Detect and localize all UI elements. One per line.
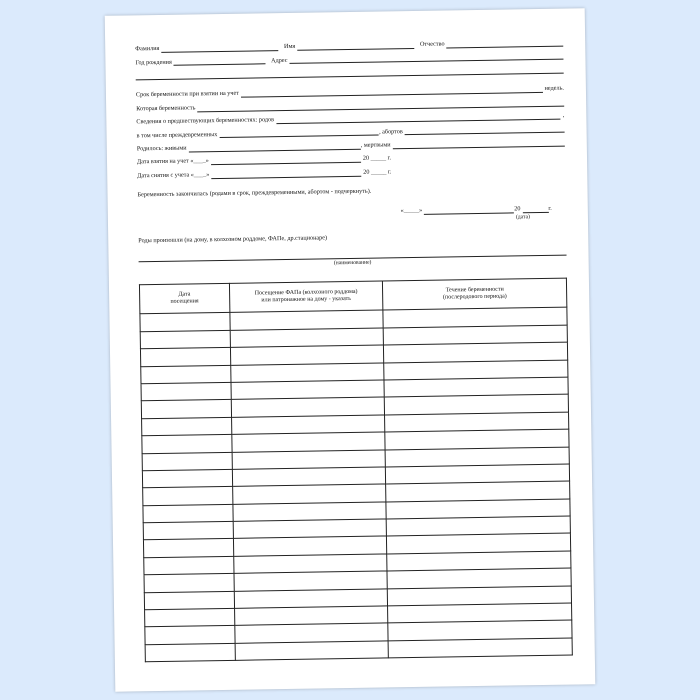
input-date-month[interactable] — [424, 205, 514, 214]
input-which-pregnancy[interactable] — [197, 98, 564, 112]
visits-col-visit-type-line2: или патронажное на дому - указать — [261, 296, 352, 304]
input-previous-births[interactable] — [276, 112, 561, 124]
field-row-fio — [135, 39, 563, 54]
label-born-alive: Родилось: живыми — [136, 144, 187, 153]
cell-date[interactable] — [140, 330, 230, 349]
label-delivery-place: Роды произошли (на дому, в колхозном роддоме, ФАПе, др.стационаре) — [138, 233, 328, 244]
field-row-born — [137, 138, 565, 153]
input-patronymic[interactable] — [446, 39, 563, 49]
input-address[interactable] — [289, 52, 563, 64]
cell-date[interactable] — [141, 365, 231, 384]
input-born-dead[interactable] — [392, 138, 564, 149]
cell-date[interactable] — [144, 591, 234, 610]
caption-date: (дата) — [515, 213, 530, 221]
field-row-which-pregnancy — [136, 98, 564, 113]
cell-date[interactable] — [140, 313, 230, 332]
cell-date[interactable] — [142, 469, 232, 488]
label-pregnancy-ended: Беременность закончилась (родами в срок, преждевременными, абортом - подчеркнуть). — [137, 187, 372, 199]
cell-date[interactable] — [142, 434, 232, 453]
visits-col-date — [139, 284, 229, 314]
cell-date[interactable] — [145, 626, 235, 645]
input-surname[interactable] — [161, 43, 278, 53]
cell-date[interactable] — [144, 574, 234, 593]
input-name[interactable] — [297, 41, 414, 51]
cell-date[interactable] — [144, 556, 234, 575]
visits-table — [139, 278, 573, 662]
label-date-suffix: г. — [548, 204, 552, 212]
cell-date[interactable] — [141, 400, 231, 419]
cell-date[interactable] — [145, 643, 235, 662]
input-premature[interactable] — [219, 128, 379, 139]
visits-col-date-line2: посещения — [170, 298, 199, 306]
cell-course[interactable] — [388, 638, 572, 658]
label-birth-year: Год рождения — [135, 58, 172, 66]
label-date-year: 20 — [514, 205, 521, 213]
cell-date[interactable] — [145, 608, 235, 627]
document-body — [135, 39, 573, 682]
label-deregistration-date: Дата снятия с учета «____» — [137, 170, 210, 180]
visits-table-body — [140, 307, 572, 661]
comma-previous: , — [562, 111, 565, 119]
cell-visit-type[interactable] — [235, 641, 389, 661]
label-surname: Фамилия — [135, 45, 160, 53]
cell-date[interactable] — [143, 487, 233, 506]
input-born-alive[interactable] — [188, 142, 360, 153]
input-birth-year[interactable] — [174, 57, 265, 66]
cell-date[interactable] — [142, 417, 232, 436]
visits-col-course-line1: Течение беременности — [445, 286, 504, 294]
cell-date[interactable] — [141, 382, 231, 401]
field-row-premature — [137, 125, 565, 140]
label-which-pregnancy: Которая беременность — [136, 104, 196, 113]
label-weeks: недель. — [544, 85, 564, 93]
field-row-address-cont — [136, 65, 564, 80]
visits-col-course-line2: (послеродового периода) — [442, 293, 507, 301]
input-date-year-value[interactable] — [522, 205, 548, 213]
visits-col-visit-type-line1: Посещение ФАПа (колхозного роддома) — [254, 288, 358, 297]
label-born-dead: , мертвыми — [360, 141, 391, 149]
label-date-day: «_____» — [400, 206, 423, 215]
visits-col-date-line1: Дата — [178, 291, 191, 298]
label-registration-year: 20 _____ г. — [362, 154, 392, 163]
label-premature: в том числе преждевременных — [136, 130, 218, 139]
cell-date[interactable] — [140, 348, 230, 367]
visits-col-course — [383, 278, 567, 310]
field-row-registration-date — [137, 152, 565, 167]
field-row-birth-address — [135, 52, 563, 67]
field-row-deregistration-date — [137, 165, 565, 180]
input-deregistration-month[interactable] — [211, 168, 361, 178]
label-pregnancy-term: Срок беременности при взятии на учет — [135, 90, 239, 99]
label-abortions: , абортов — [379, 127, 403, 136]
field-row-previous — [136, 112, 564, 127]
cell-date[interactable] — [143, 539, 233, 558]
input-abortions[interactable] — [405, 125, 565, 136]
cell-date[interactable] — [143, 504, 233, 523]
cell-date[interactable] — [142, 452, 232, 471]
label-address: Адрес — [271, 56, 288, 64]
input-address-continued[interactable] — [136, 65, 564, 80]
label-previous-info: Сведения о предшествующих беременностях: родов — [136, 116, 275, 126]
label-patronymic: Отчество — [419, 40, 445, 49]
visits-col-visit-type — [229, 281, 383, 312]
caption-naimenovanie: (наименование) — [333, 260, 372, 267]
input-registration-month[interactable] — [211, 155, 361, 165]
label-registration-date: Дата взятия на учет «____» — [136, 157, 209, 166]
label-name: Имя — [283, 43, 296, 51]
cell-date[interactable] — [143, 521, 233, 540]
label-deregistration-year: 20 _____ г. — [363, 168, 392, 176]
document-sheet — [105, 8, 596, 691]
